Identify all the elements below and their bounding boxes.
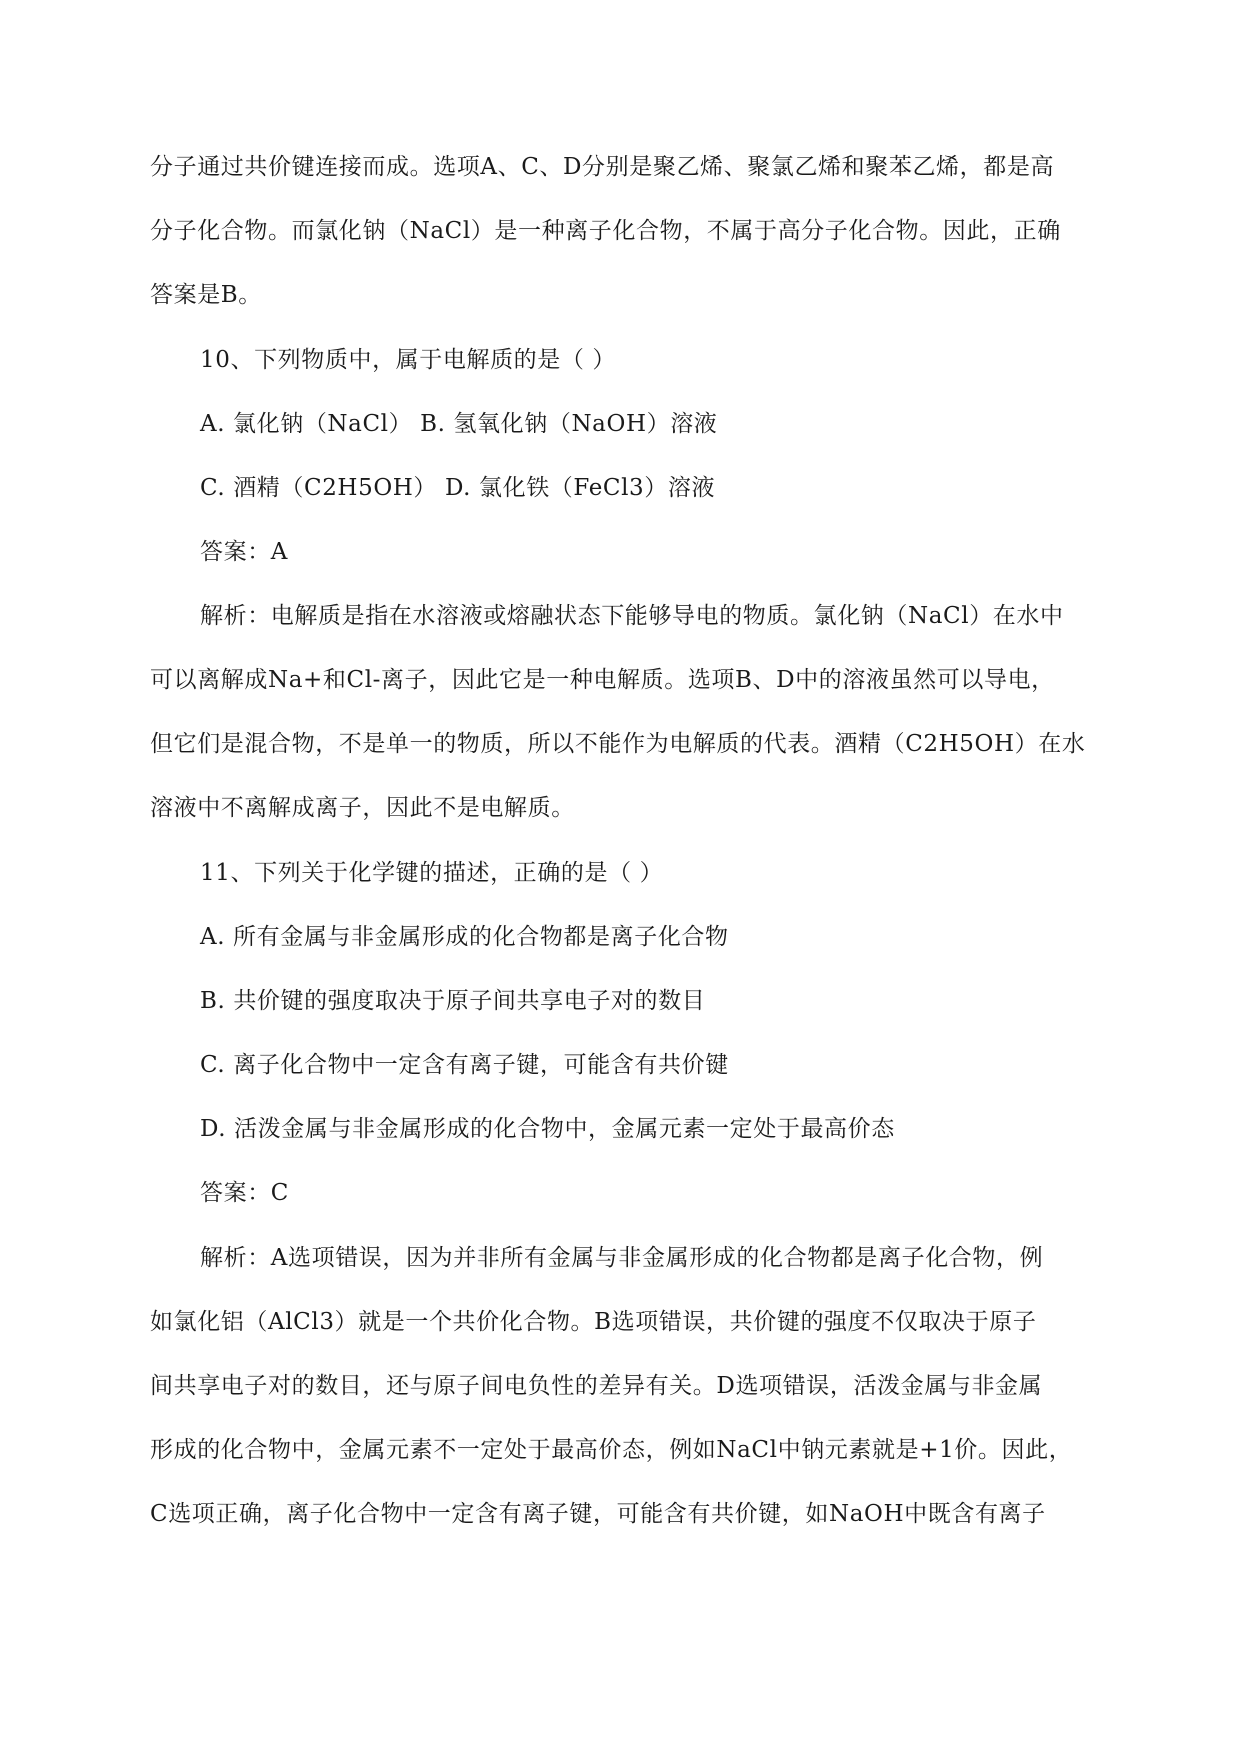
question-11-answer: 答案：C [200, 1180, 289, 1206]
text-line: 答案是B。 [150, 282, 262, 308]
question-11-title: 11、下列关于化学键的描述，正确的是（ ） [200, 860, 664, 886]
text-line: 如氯化铝（AlCl3）就是一个共价化合物。B选项错误，共价键的强度不仅取决于原子 [150, 1309, 1037, 1335]
question-10-title: 10、下列物质中，属于电解质的是（ ） [200, 347, 616, 373]
question-11-option-d: D. 活泼金属与非金属形成的化合物中，金属元素一定处于最高价态 [200, 1116, 895, 1142]
text-line: 分子化合物。而氯化钠（NaCl）是一种离子化合物，不属于高分子化合物。因此，正确 [150, 218, 1061, 244]
text-line: 可以离解成Na+和Cl-离子，因此它是一种电解质。选项B、D中的溶液虽然可以导电， [150, 667, 1055, 693]
question-11-option-c: C. 离子化合物中一定含有离子键，可能含有共价键 [200, 1052, 729, 1078]
question-10-options-cd: C. 酒精（C2H5OH） D. 氯化铁（FeCl3）溶液 [200, 475, 716, 501]
text-line: 形成的化合物中，金属元素不一定处于最高价态，例如NaCl中钠元素就是+1价。因此， [150, 1437, 1073, 1463]
question-11-option-b: B. 共价键的强度取决于原子间共享电子对的数目 [200, 988, 706, 1014]
question-11-analysis: 解析：A选项错误，因为并非所有金属与非金属形成的化合物都是离子化合物，例 [200, 1245, 1044, 1271]
text-line: 但它们是混合物，不是单一的物质，所以不能作为电解质的代表。酒精（C2H5OH）在水 [150, 731, 1086, 757]
question-11-option-a: A. 所有金属与非金属形成的化合物都是离子化合物 [200, 924, 729, 950]
text-line: C选项正确，离子化合物中一定含有离子键，可能含有共价键，如NaOH中既含有离子 [150, 1501, 1046, 1527]
text-line: 间共享电子对的数目，还与原子间电负性的差异有关。D选项错误，活泼金属与非金属 [150, 1373, 1043, 1399]
question-10-analysis: 解析：电解质是指在水溶液或熔融状态下能够导电的物质。氯化钠（NaCl）在水中 [200, 603, 1064, 629]
question-10-options-ab: A. 氯化钠（NaCl） B. 氢氧化钠（NaOH）溶液 [200, 411, 718, 437]
text-line: 溶液中不离解成离子，因此不是电解质。 [150, 795, 575, 821]
question-10-answer: 答案：A [200, 539, 289, 565]
text-line: 分子通过共价键连接而成。选项A、C、D分别是聚乙烯、聚氯乙烯和聚苯乙烯，都是高 [150, 154, 1055, 180]
